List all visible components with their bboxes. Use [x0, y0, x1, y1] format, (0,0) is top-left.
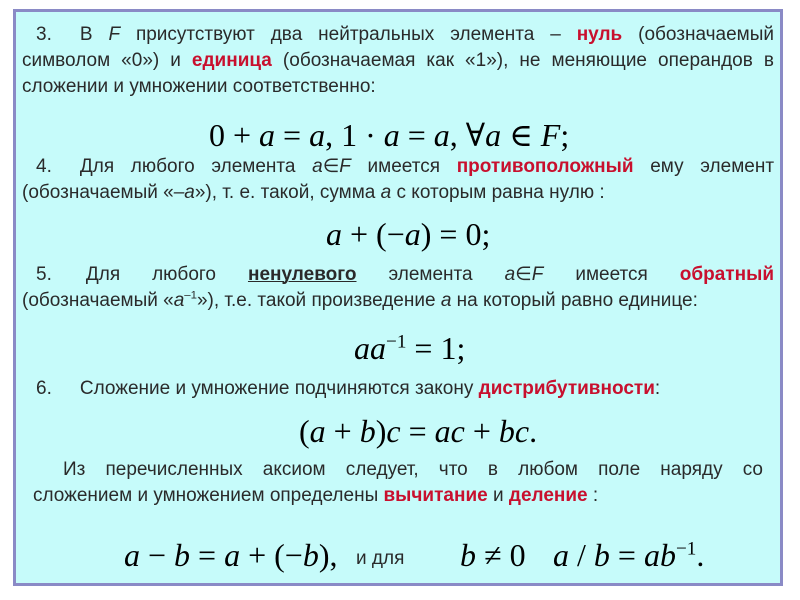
nonzero-condition: b ≠ 0: [460, 537, 526, 573]
inverse-element-formula: $aa^{-1} = 1$;: [354, 330, 466, 366]
axiom-4-paragraph: [22, 154, 774, 206]
subtraction-formula: a − b = a + (−b),: [124, 537, 338, 573]
axiom-3-number: 3.: [36, 24, 52, 45]
conclusion-paragraph: [33, 457, 763, 509]
term-inverse: обратный: [679, 264, 774, 285]
term-subtraction: вычитание: [383, 485, 488, 506]
term-nonzero: ненулевого: [247, 264, 357, 285]
term-opposite: противоположный: [456, 156, 634, 177]
axiom-4-line-2: (обозначаемый «–a»), т. е. такой, сумма a с которым равна нулю :: [22, 182, 605, 203]
axiom-3-line-3: сложении и умножении соответственно:: [22, 76, 376, 97]
axiom-4-number: 4.: [36, 156, 52, 177]
axiom-6-line-1: 6. Сложение и умножение подчиняются закону дистрибутивности:: [36, 378, 661, 399]
axiom-3-line-2: символом «0») и единица (обозначаемая как «1»), не меняющие операндов в: [22, 50, 774, 71]
neutral-elements-formula: 0 + a = a, 1 · a = a, ∀a ∈ F;: [209, 117, 570, 153]
slide: [13, 9, 783, 586]
opposite-element-formula: a + (−a) = 0;: [326, 216, 491, 252]
axiom-4-line-1: 4. Для любого элемента a∈F имеется противоположный ему элемент: [36, 156, 775, 177]
axiom-6-number: 6.: [36, 378, 52, 399]
term-distributivity: дистрибутивности: [478, 378, 655, 399]
term-zero: нуль: [576, 24, 623, 45]
distributivity-formula: (a + b)c = ac + bc.: [299, 413, 538, 449]
conclusion-line-1: Из перечисленных аксиом следует, что в любом поле наряду со: [63, 459, 763, 480]
axiom-5-line-1: 5. Для любого ненулевого элемента a∈F имеется обратный: [36, 264, 774, 285]
axiom-6-paragraph: [22, 376, 774, 402]
division-formula: $a / b = ab^{-1}$.: [553, 537, 705, 573]
axiom-5-number: 5.: [36, 264, 52, 285]
conclusion-line-2: сложением и умножением определены вычитание и деление :: [33, 485, 599, 506]
term-division: деление: [508, 485, 588, 506]
axiom-5-line-2: (обозначаемый «$a^{-1}$»), т.е. такой произведение a на который равно единице:: [22, 289, 698, 311]
and-for-label: и для: [356, 548, 405, 569]
term-one: единица: [191, 50, 272, 71]
axiom-3-line-1: 3. В F присутствуют два нейтральных элемента – нуль (обозначаемый: [36, 24, 774, 45]
axiom-3-paragraph: [22, 22, 774, 100]
axiom-5-paragraph: [22, 262, 774, 314]
